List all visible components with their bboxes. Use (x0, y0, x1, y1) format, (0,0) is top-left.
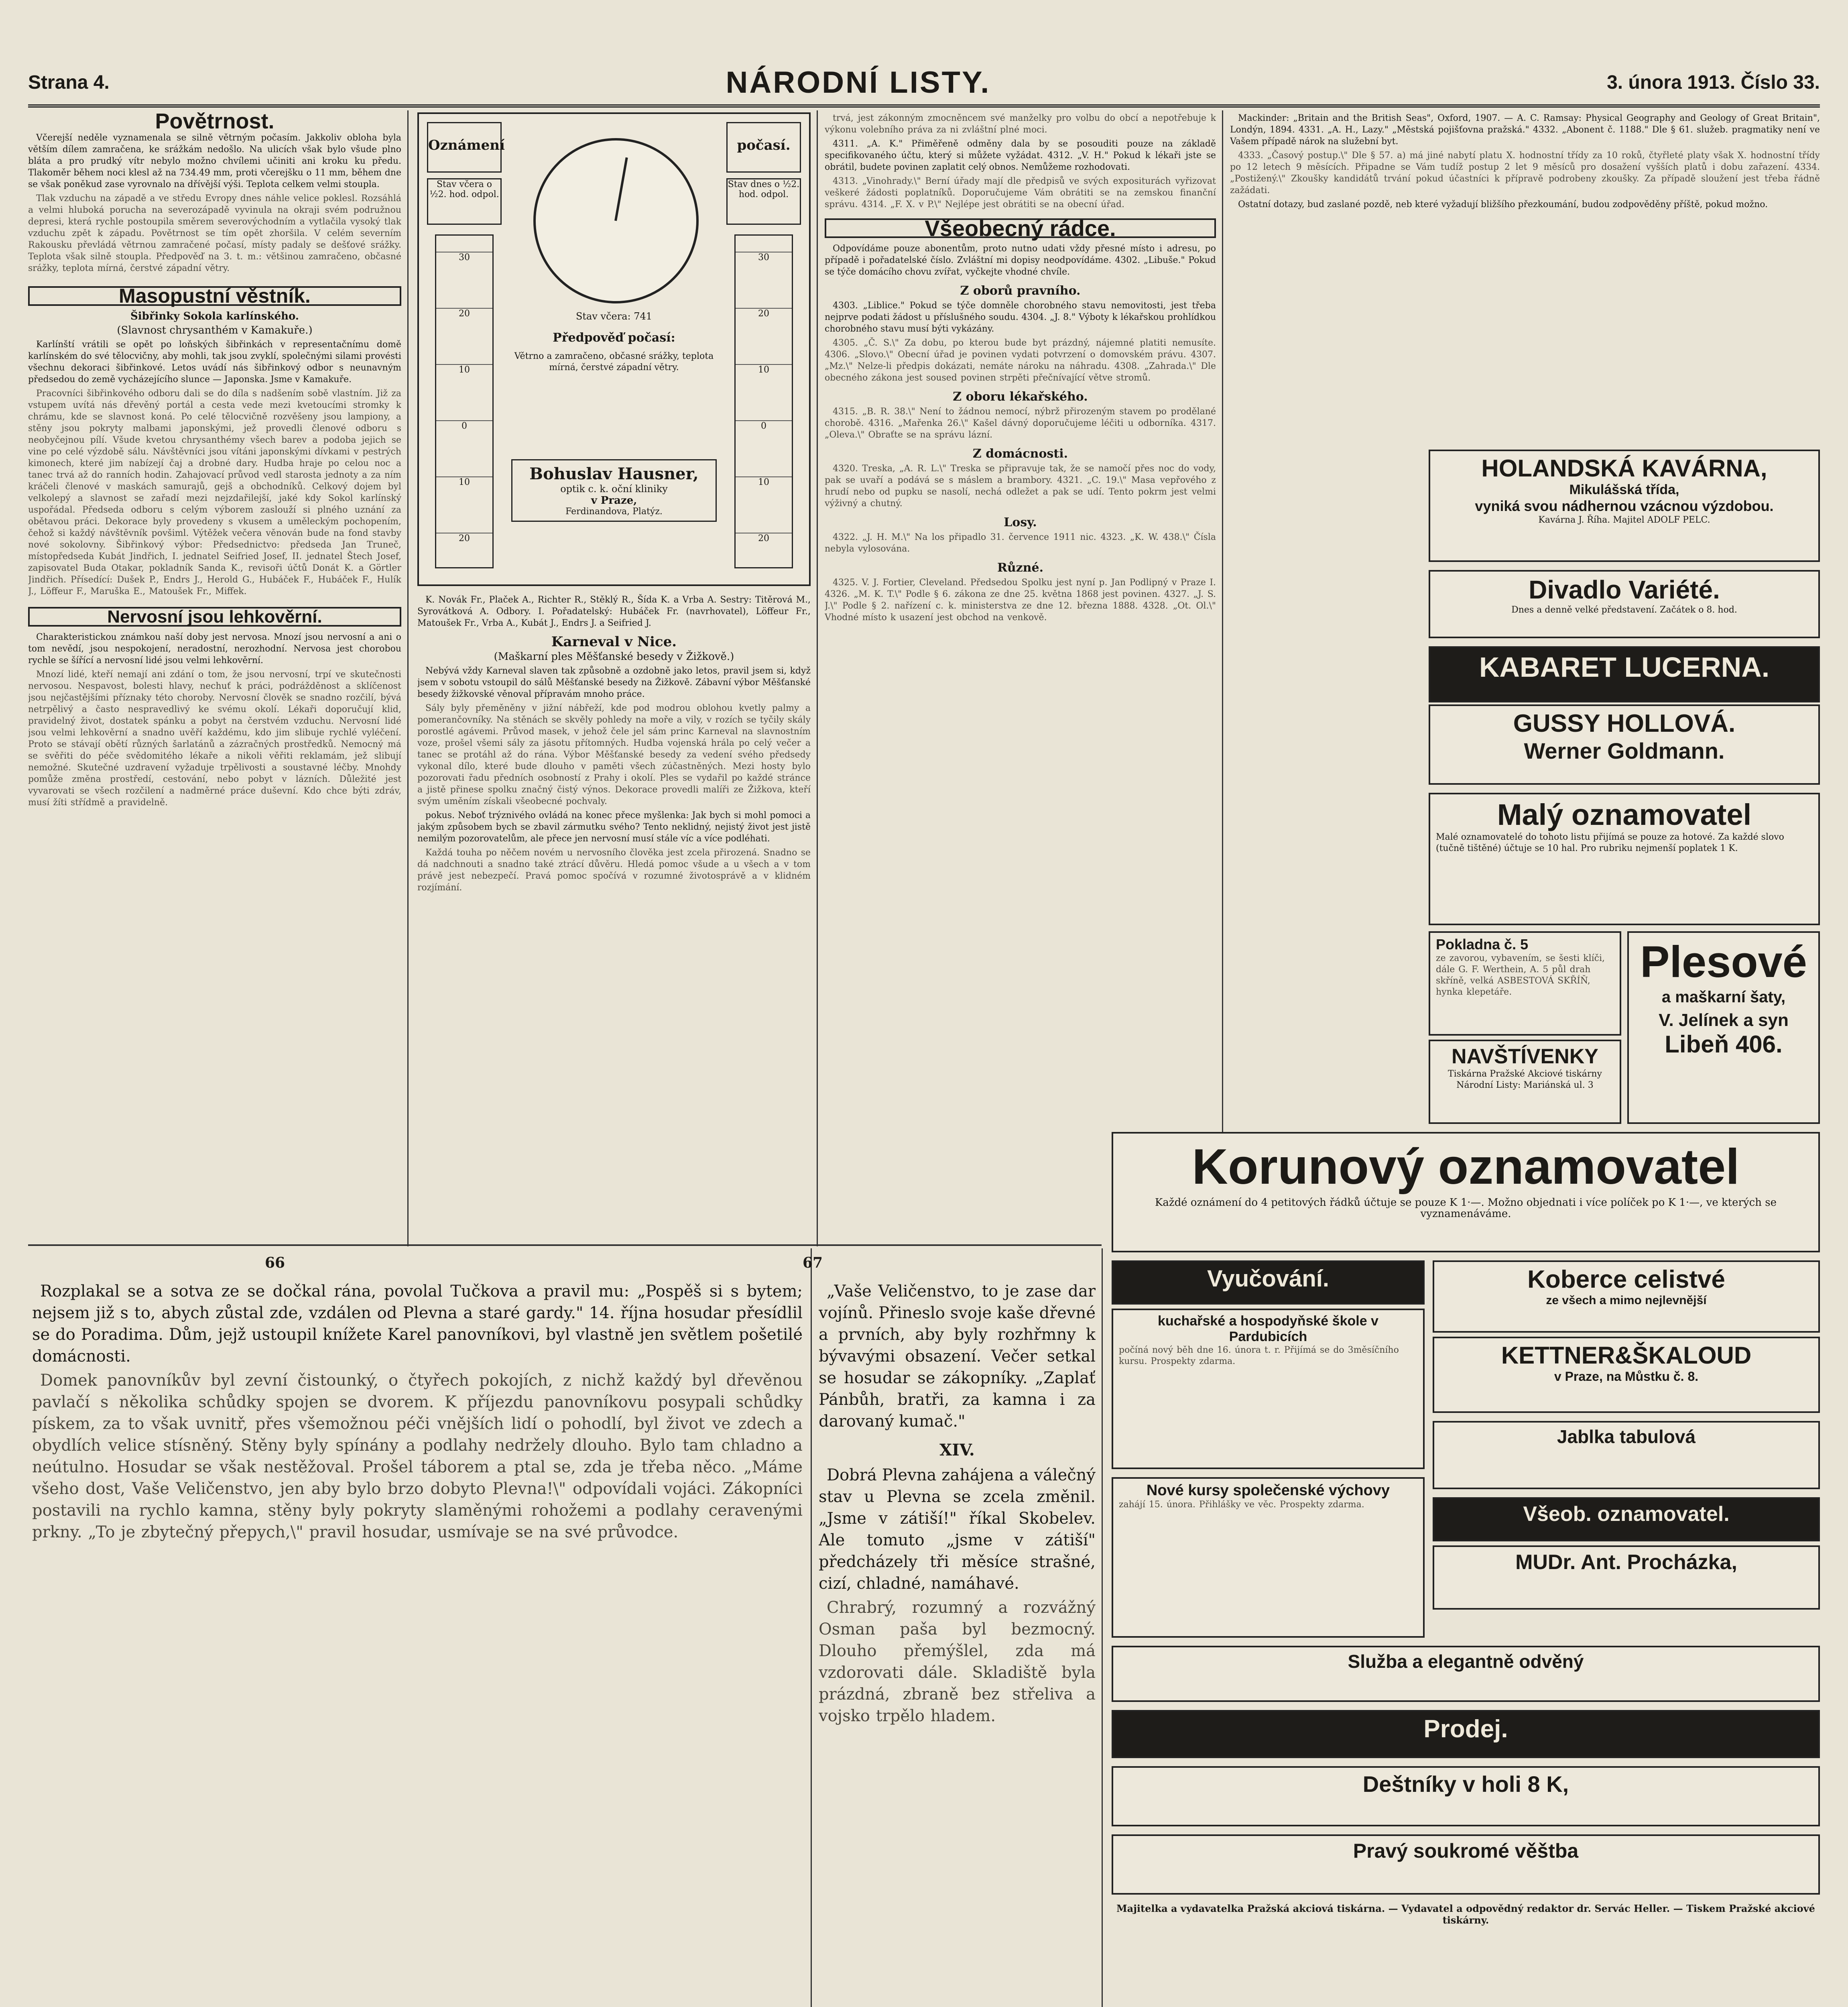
classifieds-ad (1429, 793, 1820, 925)
column-rule (407, 110, 409, 1246)
legal-text: 4303. „Liblice." Pokud se týče domněle chorobného stavu nemovitosti, jest třeba nejprve podati žádost u příslušného soudu. 4304. „J. 8." Výboty k lékařskou prohlídkou chorobného stavu musí býti vykázány. (825, 301, 1216, 334)
article-body: Tlak vzduchu na západě a ve středu Evropy dnes náhle velice poklesl. Rozsáhlá a velmi hluboká porucha na severozápadě vyvinula na okraji svém podružnou depresi, která rychle postoupila směrem severovýchodním a vytlačila vysoký tlak vzduchu zpět k západu. Povětrnost se tím opět zhoršila. V celém severním Rakousku převládá větrnou zamračené počasí, místy padaly se dešťové srážky. Teplota však silně stoupla. Předpověď na 3. t. m.: většinou zamračeno, občasné srážky, teplota mírná, čerstvé západní větry. (28, 193, 401, 273)
cabaret-title: KABARET LUCERNA. (1479, 651, 1770, 683)
service-title: Služba a elegantně odvěný (1348, 1651, 1584, 1672)
forecast-text: Větrno a zamračeno, občasné srážky, teplota mírná, čerstvé západní větry. (514, 351, 714, 372)
cafe-tagline: vyniká svou nádhernou vzácnou výzdobou. (1475, 498, 1774, 514)
novel-chapter: XIV. (939, 1441, 975, 1459)
masopust-subtitle-2: (Slavnost chrysanthém v Kamakuře.) (117, 324, 313, 336)
optician-city: v Praze, (591, 495, 637, 507)
crown-ads-banner (1112, 1132, 1820, 1252)
sale-header (1112, 1710, 1820, 1758)
classifieds-title: Malý oznamovatel (1497, 798, 1752, 831)
column-4 (1230, 112, 1820, 417)
kettner-address: v Praze, na Můstku č. 8. (1554, 1369, 1699, 1384)
medical-title: Z oboru lékařského. (953, 390, 1088, 404)
crown-ads-text: Každé oznámení do 4 petitových řádků účtuje se pouze K 1·—. Možno objednati i více políček po K 1·—, ve kterých se vyznamenáváme. (1155, 1197, 1777, 1220)
article-body: 4333. „Časový postup.\" Dle § 57. a) má jiné nabytí platu X. hodnostní třídy za 10 roků, čtyřleté platy však X. hodnostní třídy po 12 letech 9 měsících. Připadne se Vám tudíž postup 2 let 9 měsíců pro dosažení vyšších platů i dobu zařazení. 4334. „Postižený.\" Zkoušky kandidátů trvání pokud účastníci k přípravě podrobeny zkoušky. Za případě sloužení jest třeba řádně zažádati. (1230, 151, 1820, 195)
article-body: 4320. Treska, „A. R. L.\" Treska se připravuje tak, že se namočí přes noc do vody, pak se uvaří a podává se s máslem a brambory. 4321. „C. 19.\" Masa vepřového z hrudí nebo od pupku se nasolí, nechá odležet a pak se udí. Tento pokrm jest velmi výživný a chutný. (825, 464, 1216, 509)
novel-right-text: „Vaše Veličenstvo, to je zase dar vojínů. Přineslo svoje kaše dřevné a prvních, aby byly rozhřmny k bývavými obsazení. Večer setkal se hosudar se zákopníky. „Zaplať Pánbůh, bratři, za kamna i za darovaný kumač." (819, 1282, 1096, 1431)
barometer-dial-icon (533, 138, 699, 303)
notice-text: Ostatní dotazy, bud zaslané pozdě, neb které vyžadují bližšího přezkoumání, budou zodpověděny příště, pokud možno. (1238, 199, 1768, 210)
column-1 (28, 112, 401, 1240)
column-2 (417, 594, 811, 1240)
scale-tick: 20 (436, 308, 492, 319)
nervous-article: Charakteristickou známkou naší doby jest nervosa. Mnozí jsou nervosní a ani o tom nevědí, jsou nespokojení, neradostní, nerozhodní. Nervosa jest chorobou rychle se šířící a nervosní lidé jsou velmi lehkověrní. (28, 632, 401, 666)
umbrella-title: Deštníky v holi 8 K, (1362, 1771, 1569, 1797)
kettner-ad (1433, 1337, 1820, 1413)
variety-title: Divadlo Variété. (1529, 575, 1720, 604)
pokladna-ad (1429, 931, 1621, 1036)
scale-tick: 0 (736, 420, 792, 431)
forecast-title: Předpověď počasí: (553, 331, 675, 345)
weather-right-label: počasí. (726, 122, 801, 173)
scale-tick: 30 (436, 252, 492, 263)
apples-ad (1433, 1421, 1820, 1489)
fortune-title: Pravý soukromé věštba (1353, 1840, 1579, 1862)
masopust-title: Masopustní věstník. (28, 286, 401, 306)
column-rule (1102, 1248, 1103, 2007)
pokladna-title: Pokladna č. 5 (1436, 936, 1529, 953)
column-rule (1222, 110, 1223, 1246)
article-body: 4305. „Č. S.\" Za dobu, po kterou bude byt prázdný, nájemné platiti nemusíte. 4306. „Slovo.\" Obecní úřad je povinen vydati potvrzení o domovském právu. 4307. „Mz.\" Nelze-li předpis dokázati, nemáte nároku na náhradu. 4308. „Zahrada.\" Dle obecného zákona jest soused povinen strpěti přečnívající větve stromů. (825, 338, 1216, 383)
nice-article: Nebývá vždy Karneval slaven tak způsobně a ozdobně jako letos, pravil jsem si, když jsem v sobotu vstoupil do sálů Měšťanské besedy na Žižkově. Zábavní výbor Měšťanské besedy žižkovské věnoval přípravám mnoho práce. (417, 666, 811, 699)
household-title: Z domácnosti. (972, 447, 1068, 461)
article-body: 4325. V. J. Fortier, Cleveland. Předsedou Spolku jest nyní p. Jan Podlipný v Praze I. 4326. „M. K. T.\" Podle § 6. zákona ze dne 25. května 1868 jest povinen. 4327. „J. S. J.\" Podle § 2. nařízení c. k. ministerstva ze dne 12. března 1888. 4328. „Ot. Ol.\" Vhodné místo k usazení jest obchod na venkově. (825, 578, 1216, 623)
scale-tick: 10 (436, 364, 492, 375)
costume-address: Libeň 406. (1665, 1031, 1783, 1058)
article-body: 4315. „B. R. 38.\" Není to žádnou nemocí, nýbrž přirozeným stavem po prodělané chorobě. 4316. „Mařenka 26.\" Kašel dávný doporučujeme léčiti u odborníka. 4317. „Oleva.\" Obraťte se na správu lázní. (825, 407, 1216, 440)
business-cards-title: NAVŠTÍVENKY (1452, 1045, 1598, 1068)
publisher-footer: Majitelka a vydavatelka Pražská akciová tiskárna. — Vydavatel a odpovědný redaktor dr. Servác Heller. — Tiskem Pražské akciové tiskárny. (1116, 1903, 1815, 1926)
carpet-ad (1433, 1260, 1820, 1333)
article-body: 4313. „Vinohrady.\" Berní úřady mají dle předpisů ve svých expositurách vyřizovat veškeré žádosti poplatníků. Doporučujeme Vám obrátiti se na zemskou finanční správu. 4314. „F. X. v P.\" Nejlépe jest obrátiti se na obecní úřad. (825, 176, 1216, 210)
education-title: Vyučování. (1207, 1266, 1330, 1292)
performer-1: GUSSY HOLLOVÁ. (1513, 710, 1736, 737)
section-rule (28, 1244, 1102, 1246)
scale-tick: 10 (736, 476, 792, 487)
novel-left-text: Rozplakal se a sotva ze se dočkal rána, povolal Tučkova a pravil mu: „Pospěš si s bytem; nejsem již s to, abych zůstal zde, vzdálen od Plevna a staré gardy." 14. října hosudar přesídlil se do Poradima. Dům, jejž ustoupil knížete Karel panovníkovi, byl vlastně jen světlem pošetilé domácnosti. (32, 1282, 803, 1366)
courses-text: zahájí 15. února. Přihlášky ve věc. Prospekty zdarma. (1119, 1500, 1364, 1510)
weather-forecast-box (417, 112, 811, 586)
masopust-article: Karlínští vrátili se opět po loňských šibřinkách v representačnímu domě karlínském do své tělocvičny, aby mohli, tak jsou zvyklí, společnými silami provésti všechnu dekoraci šibřinkové. Letos uvádí nás šibřinkový odbor s neunavným předsedou do země vycházejícího slunce — Japonska. Jsme v Kamakuře. (28, 340, 401, 385)
advice-intro: Odpovídáme pouze abonentům, proto nutno udati vždy přesné místo i adresu, po případě i pořadatelské číslo. Zvláštní mi dopisy neodpovídáme. 4302. „Libuše." Pokud se týče domácího chovu zvířat, vyčkejte vhodné chvíle. (825, 244, 1216, 277)
costume-sub: a maškarní šaty, (1661, 988, 1786, 1006)
general-ads-title: Všeob. oznamovatel. (1523, 1502, 1730, 1526)
kettner-title: KETTNER&ŠKALOUD (1501, 1342, 1752, 1369)
legal-title: Z oborů pravního. (960, 284, 1081, 298)
weather-title: Povětrnost. (155, 112, 274, 133)
novel-right-text-2: Dobrá Plevna zahájena a válečný stav u Plevna se zcela změnil. „Jsme v zátiší!" říkal Skobelev. Ale tomuto „jsme v zátiší" předcházely tři měsíce strašné, cizí, chladné, namáhavé. (819, 1466, 1096, 1593)
print-shop: Tiskárna Pražské Akciové tiskárny Národní Listy: Mariánská ul. 3 (1448, 1069, 1602, 1090)
pokladna-text: ze zavorou, vybavením, se šesti klíči, dále G. F. Werthein, A. 5 půl drah skříně, velká ASBESTOVÁ SKŘÍŇ, hynka klepetáře. (1436, 953, 1605, 997)
novel-page-left: 66 (265, 1254, 285, 1271)
nice-subtitle: (Maškarní ples Měšťanské besedy v Žižkově.) (494, 651, 734, 663)
cooking-school-text: počíná nový běh dne 16. února t. r. Přijímá se do 3měsíčního kursu. Prospekty zdarma. (1119, 1345, 1399, 1366)
article-top: K. Novák Fr., Plaček A., Richter R., Stěklý R., Šída K. a Vrba A. Sestry: Titěrová M., Syrovátková A. Odbory. I. Pořadatelský: Hubáček Fr. (navrhovatel), Löffeur Fr., Matoušek Fr., Vrba A., Kubát J., Endrs J. a Seifried J. (417, 595, 811, 628)
apples-title: Jablka tabulová (1557, 1426, 1696, 1447)
scale-tick: 10 (436, 476, 492, 487)
column-rule (811, 1248, 812, 2007)
weather-left-label: Oznámení (427, 122, 502, 173)
article-body: Mnozí lidé, kteří nemají ani zdání o tom, že jsou nervosní, trpí ve skutečnosti nervosou. Nespavost, bolesti hlavy, nechuť k práci, podrážděnost a sklíčenost jsou nejčastějšími příznaky této choroby. Nervosní člověk se snadno rozčilí, bývá netrpělivý a často nespravedlivý ke svému okolí. Lékaři doporučují klid, pravidelný život, dostatek spánku a pobyt na čerstvém vzduchu. Nervosní lidé jsou velmi lehkověrní a snadno uvěří každému, kdo jim slibuje rychlé vyléčení. Proto se stávají obětí různých šarlatánů a zázračných prostředků. Nemocný má se svěřiti do péče svědomitého lékaře a nikoli věřiti reklamám, jež slibují nemožné. Skutečné uzdravení vyžaduje trpělivosti a soustavné léčby. Mnohdy pomůže změna prostředí, cestování, nebo pobyt v lázních. Důležité jest vyvarovati se všech rozčilení a nadměrné práce duševní. Kdo chce býti zdráv, musí žíti střídmě a pravidelně. (28, 670, 401, 808)
doctor-ad (1433, 1545, 1820, 1610)
thermometer-left (435, 234, 494, 568)
article-body: Sály byly přeměněny v jižní nábřeží, kde pod modrou oblohou kvetly palmy a pomerančovníky. Na stěnách se skvěly pohledy na moře a vily, v rozích se tyčily skály porostlé agávemi. Průvod masek, v jehož čele jel sám princ Karneval na slavnostním voze, prošel všemi sály za jásotu přítomných. Hudba vojenská hrála po celý večer a tanec se protáhl až do rána. Výbor Měšťanské besedy za vedení svého předsedy vykonal dílo, které bude dlouho v paměti všech zúčastněných. Mezi hosty bylo pozorovati řadu předních osobností z Prahy i okolí. Ples se vydařil po každé stránce a jistě přinese spolku značný čistý výnos. Dekorace provedli malíři ze Žižkova, kteří svým uměním získali všeobecné pochvaly. (417, 703, 811, 806)
nice-title: Karneval v Nice. (551, 634, 677, 650)
article-body: Pracovníci šibřinkového odboru dali se do díla s nadšením sobě vlastním. Již za vstupem uvítá nás dřevěný portál a cesta vede mezi kvetoucími stromky k chrámu, kde se slavnost koná. Po celé tělocvičně rozvěšeny jsou lampiony, a stěny jsou pokryty malbami japonskými, jež provedli členové odboru s neobyčejnou pílí. Všude kvetou chrysanthémy všech barev a podoba jejich se vine po celé výzdobě sálu. Návštěvníci jsou vítáni japonskými dívkami v pestrých kimonech, které jim nabízejí čaj a drobné dary. Hudba hraje po celou noc a tanec trvá až do ranních hodin. Zahajovací průvod vedl starosta jednoty a za ním kráčeli členové v maskách samurajů, gejš a obchodníků. Celkový dojem byl velkolepý a slavnost se zařadí mezi nejzdařilejší, jaké kdy Sokol karlínský uspořádal. Předseda odboru s celým výborem zaslouží si plného uznání za obětavou práci. Dekorace byly provedeny s vkusem a uměleckým pochopením, čehož si každý návštěvník povšiml. Výtěžek večera věnován bude na fond stavby nové sokolovny. Šibřinkový výbor: Předsednictvo: předseda Jan Truneč, místopředseda Kubát Jindřich, I. jednatel Seifried Josef, II. jednatel Štech Josef, zapisovatel Buda Otakar, pokladník Sanda K., revisoři účtů Donát K. a Görtler Jindřich. Přísedící: Dušek P., Endrs J., Herold G., Hubáček F., Hubáček F., Hulík J., Löffeur F., Maruška E., Matoušek Fr., Miffek. (28, 389, 401, 596)
column-3 (825, 112, 1216, 1240)
cooking-school-ad (1112, 1309, 1425, 1469)
optician-name: Bohuslav Hausner, (529, 464, 699, 483)
optician-title: optik c. k. oční kliniky (560, 483, 668, 495)
weather-article: Včerejší neděle vyznamenala se silně větrným počasím. Jakkoliv obloha byla větším dílem zamračena, ke srážkám nedošlo. Na ulicích však bylo všude plno bláta a pro prudký vítr nebylo možno chvílemi učiniti ani kroku ku předu. Tlakoměr během noci klesl až na 734.49 mm, proti včerejšku o 11 mm, během dne se však poněkud zase vyrovnalo na dřívější výši. Teplota celkem velmi stoupla. (28, 133, 401, 189)
cafe-title: HOLANDSKÁ KAVÁRNA, (1481, 455, 1767, 482)
courses-ad (1112, 1477, 1425, 1638)
novel-body: Chrabrý, rozumný a rozvážný Osman paša byl bezmocný. Dlouho přemýšlel, zda má vzdorovati dále. Skladiště byla prázdná, zbraně bez střeliva a vojsko trpělo hladem. (819, 1598, 1096, 1725)
page-number: Strana 4. (28, 71, 110, 93)
advice-title: Všeobecný rádce. (825, 218, 1216, 238)
courses-title: Nové kursy společenské výchovy (1146, 1482, 1390, 1499)
variety-ad (1429, 570, 1820, 638)
weather-left-state: Stav včera o ½2. hod. odpol. (427, 178, 502, 225)
costume-title: Plesové (1640, 937, 1807, 987)
scale-tick: 20 (736, 308, 792, 319)
carpet-sub: ze všech a mimo nejlevnější (1546, 1294, 1707, 1307)
novel-right-column (819, 1280, 1096, 2007)
classifieds-text: Malé oznamovatelé do tohoto listu přijímá se pouze za hotové. Za každé slovo (tučně tištěné) účtuje se 10 hal. Pro rubriku nejmenší poplatek 1 K. (1436, 832, 1784, 853)
masopust-subtitle: Šibřinky Sokola karlínského. (130, 310, 299, 322)
costume-ad (1627, 931, 1820, 1124)
general-ads-header (1433, 1497, 1820, 1541)
column-rule (817, 110, 818, 1246)
nervous-title: Nervosní jsou lehkověrní. (28, 607, 401, 627)
novel-body: Domek panovníkův byl zevní čistounký, o čtyřech pokojích, z nichž každý byl dřevěnou pavlačí s několika schůdky spojen se dvorem. K příjezdu panovníkovu posypali schůdky pískem, za to však uvnitř, přes všemožnou péči vnějších lidí o pohodlí, byl život ve zdech a obydlích velice stísněný. Stěny byly spínány a podlahy nedržely dlouho. Bylo tam chladno a neútulno. Hosudar se však nestěžoval. Prošel táborem a ptal se, zda je třeba něco. „Máme všeho dost, Vaše Veličenstvo, jen aby bylo brzo dobyto Plevna!\" odpovídali vojáci. Zákopníci postavili na rychlo kamna, stěny byly pokryty slaměnými rohožemi a podlahy ceravenými prkny. „To je zbytečný přepych,\" pravil hosudar, usmívaje se na své průvodce. (32, 1371, 803, 1541)
advice-text: 4311. „A. K." Přiměřeně odměny dala by se posouditi pouze na základě specifikovaného účtu, který si můžete vyžádat. 4312. „V. H." Pokud k lékaři jste se obrátil, budete povinen zaplatit celý obnos. Nemůžeme rozhodovati. (825, 139, 1216, 172)
business-cards-ad (1429, 1040, 1621, 1124)
cafe-owner: Kavárna J. Říha. Majitel ADOLF PELC. (1538, 515, 1710, 525)
performer-2: Werner Goldmann. (1524, 738, 1725, 763)
costume-maker: V. Jelínek a syn (1659, 1010, 1789, 1030)
education-header (1112, 1260, 1425, 1305)
optician-ad (511, 459, 717, 522)
carpet-title: Koberce celistvé (1527, 1266, 1725, 1293)
weather-right-state: Stav dnes o ½2. hod. odpol. (726, 178, 801, 225)
novel-page-right: 67 (803, 1254, 823, 1271)
scale-tick: 20 (736, 533, 792, 543)
optician-address: Ferdinandova, Platýz. (565, 507, 663, 517)
scale-tick: 10 (736, 364, 792, 375)
cabaret-ad (1429, 646, 1820, 702)
cafe-street: Mikulášská třída, (1569, 482, 1679, 497)
thermometer-right (734, 234, 793, 568)
scale-tick: 30 (736, 252, 792, 263)
article-body: Každá touha po něčem novém u nervosního člověka jest zcela přirozená. Snadno se dá nadchnouti a snadno také ztrácí důvěru. Hledá pomoc všude a u všech a v tom právě jest nebezpečí. Pravá pomoc spočívá v rozumné životosprávě a v klidném rozjímání. (417, 848, 811, 893)
novel-left-column (32, 1280, 803, 2007)
scale-tick: 0 (436, 420, 492, 431)
umbrella-ad (1112, 1766, 1820, 1826)
cooking-school-title: kuchařské a hospodyňské škole v Pardubicích (1158, 1313, 1378, 1344)
service-ad (1112, 1646, 1820, 1702)
cafe-ad (1429, 450, 1820, 562)
scale-tick: 20 (436, 533, 492, 543)
crown-ads-title: Korunový oznamovatel (1192, 1139, 1740, 1195)
lottery-title: Losy. (1004, 515, 1037, 529)
masthead-title: NÁRODNÍ LISTY. (726, 65, 991, 100)
doctor-name: MUDr. Ant. Procházka, (1515, 1551, 1737, 1574)
barometer-value: Stav včera: 741 (575, 311, 653, 322)
variety-text: Dnes a denně velké představení. Začátek o 8. hod. (1511, 605, 1737, 615)
fortune-ad (1112, 1834, 1820, 1895)
article-body: 4322. „J. H. M.\" Na los připadlo 31. července 1911 nic. 4323. „K. W. 438.\" Čísla nebyla vylosována. (825, 532, 1216, 554)
misc-title: Různé. (997, 561, 1044, 575)
issue-date: 3. února 1913. Číslo 33. (1607, 71, 1820, 93)
advice-continued: Mackinder: „Britain and the British Seas", Oxford, 1907. — A. C. Ramsay: Physical Geography and Geology of Great Britain", Londýn, 1894. 4331. „A. H., Lazy." „Městská pojišťovna pražská." 4332. „Abonent č. 1188." Dle § 61. služeb. pragmatiky není ve Vašem případě nárok na služební byt. (1230, 113, 1820, 147)
page-header (28, 60, 1820, 108)
article-bottom: pokus. Neboť trýznivého ovládá na konec přece myšlenka: Jak bych si mohl pomoci a jakým způsobem bych se zbavil zármutku svého? Tento neklidný, nejistý život jest jistě nemilým pozorovatelům, ale přece jen nervosní musí stále víc a více podléhati. (417, 810, 811, 844)
performers-ad (1429, 704, 1820, 785)
article-body: trvá, jest zákonným zmocněncem své manželky pro volbu do obcí a nepotřebuje k výkonu volebního práva za ni zvláštní plné moci. (825, 113, 1216, 135)
sale-title: Prodej. (1423, 1715, 1508, 1743)
